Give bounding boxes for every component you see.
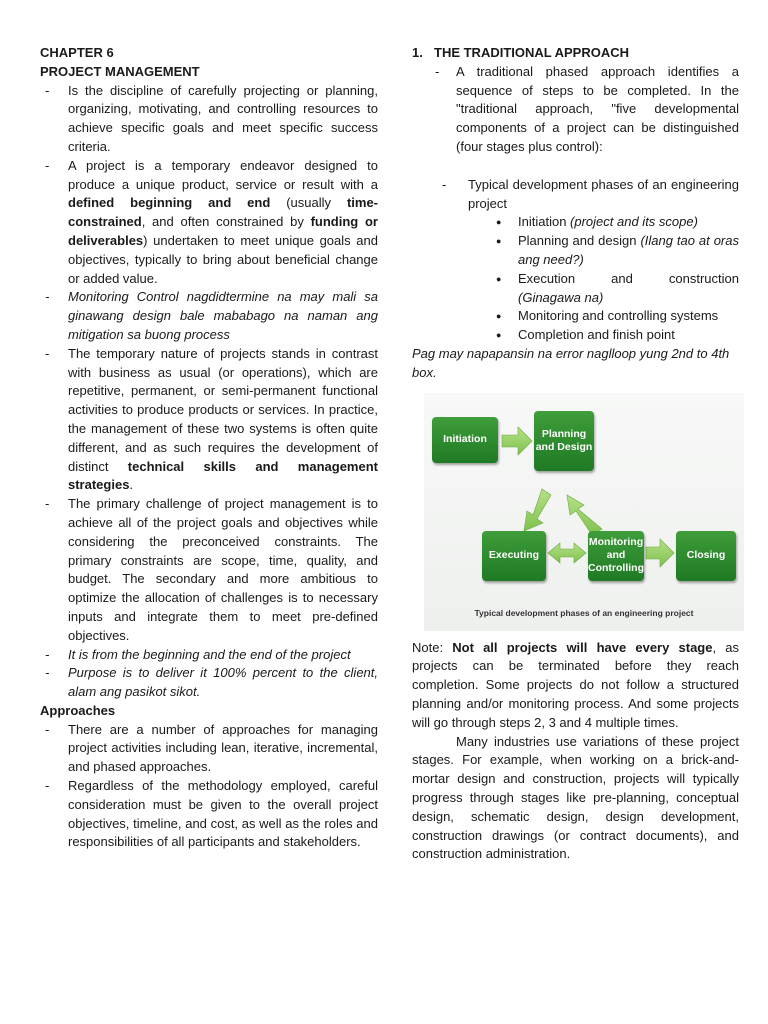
phase-item: ● Completion and finish point	[412, 326, 739, 345]
arrow-right-icon	[646, 539, 674, 567]
list-item: - Typical development phases of an engineering project	[412, 176, 739, 214]
italic-note: Pag may napapansin na error naglloop yung 2nd to 4th box.	[412, 345, 730, 380]
list-item: - Is the discipline of carefully projecting or planning, organizing, motivating, and controlling resources to achieve specific goals and meet specific success criteria.	[40, 82, 378, 157]
left-column	[40, 44, 378, 852]
list-item: - Regardless of the methodology employed, careful consideration must be given to the overall project objectives, timeline, and cost, as well as the roles and responsibilities of all participants and stakeholders.	[40, 777, 378, 852]
list-item: - Purpose is to deliver it 100% percent to the client, alam ang pasikot sikot.	[40, 664, 378, 702]
section-heading: PROJECT MANAGEMENT	[40, 63, 200, 79]
arrow-up-right-icon	[567, 495, 602, 535]
executing-box: Executing	[482, 531, 546, 581]
phase-item: ● Execution and construction (Ginagawa na)	[412, 270, 739, 308]
figure-caption: Typical development phases of an engineering project	[474, 607, 694, 618]
list-item: - There are a number of approaches for managing project activities including lean, iterative, incremental, and phased approaches.	[40, 721, 378, 777]
list-item: - Monitoring Control nagdidtermine na may mali sa ginawang design bale mababago na naman ang mitigation sa buong process	[40, 288, 378, 344]
arrow-double-icon	[548, 543, 586, 563]
initiation-box: Initiation	[432, 417, 498, 463]
list-item: - It is from the beginning and the end of the project	[40, 646, 378, 665]
note-paragraph: Note: Not all projects will have every stage, as projects can be terminated before they reach completion. Some projects do not follow a structured planning and/or monitoring process. And some projects will go through steps 2, 3 and 4 multiple times.	[412, 639, 739, 730]
chapter-label: CHAPTER 6	[40, 45, 114, 60]
body-paragraph: Many industries use variations of these project stages. For example, when working on a brick-and-mortar design and construction, projects will typically progress through stages like pre-planning, conceptual design, schematic design, design development, construction drawings (or contract documents), and construction administration.	[412, 733, 739, 862]
list-item: - A project is a temporary endeavor designed to produce a unique product, service or result with a defined beginning and end (usually time-constrained, and often constrained by funding or deliverables) undertaken to meet unique goals and objectives, typically to bring about beneficial change or added value.	[40, 157, 378, 289]
section-heading: 1. THE TRADITIONAL APPROACH	[412, 45, 629, 60]
list-item: - The temporary nature of projects stands in contrast with business as usual (or operations), which are repetitive, permanent, or semi-permanent functional activities to produce products or services. In practice, the management of these two systems is often quite different, and as such requires the development of distinct technical skills and management strategies.	[40, 345, 378, 495]
phase-item: ● Planning and design (Ilang tao at oras ang need?)	[412, 232, 739, 270]
monitoring-box: Monitoring and Controlling	[588, 531, 644, 581]
phase-item: ● Initiation (project and its scope)	[412, 213, 739, 232]
phase-item: ● Monitoring and controlling systems	[412, 307, 739, 326]
arrow-down-left-icon	[524, 489, 551, 531]
list-item: - The primary challenge of project management is to achieve all of the project goals and objectives while considering the preconceived constraints. The primary constraints are scope, time, quality, and budget. The secondary and more ambitious to optimize the allocation of challenges is to necessary inputs and integrate them to meet pre-defined objectives.	[40, 495, 378, 645]
list-item: - A traditional phased approach identifies a sequence of steps to be completed. In the "traditional approach, "five developmental components of a project can be distinguished (four stages plus control):	[412, 63, 739, 157]
phases-diagram	[424, 393, 744, 631]
right-column	[412, 44, 739, 864]
approaches-heading: Approaches	[40, 702, 116, 718]
arrow-right-icon	[502, 427, 532, 455]
planning-box: Planning and Design	[534, 411, 594, 471]
closing-box: Closing	[676, 531, 736, 581]
